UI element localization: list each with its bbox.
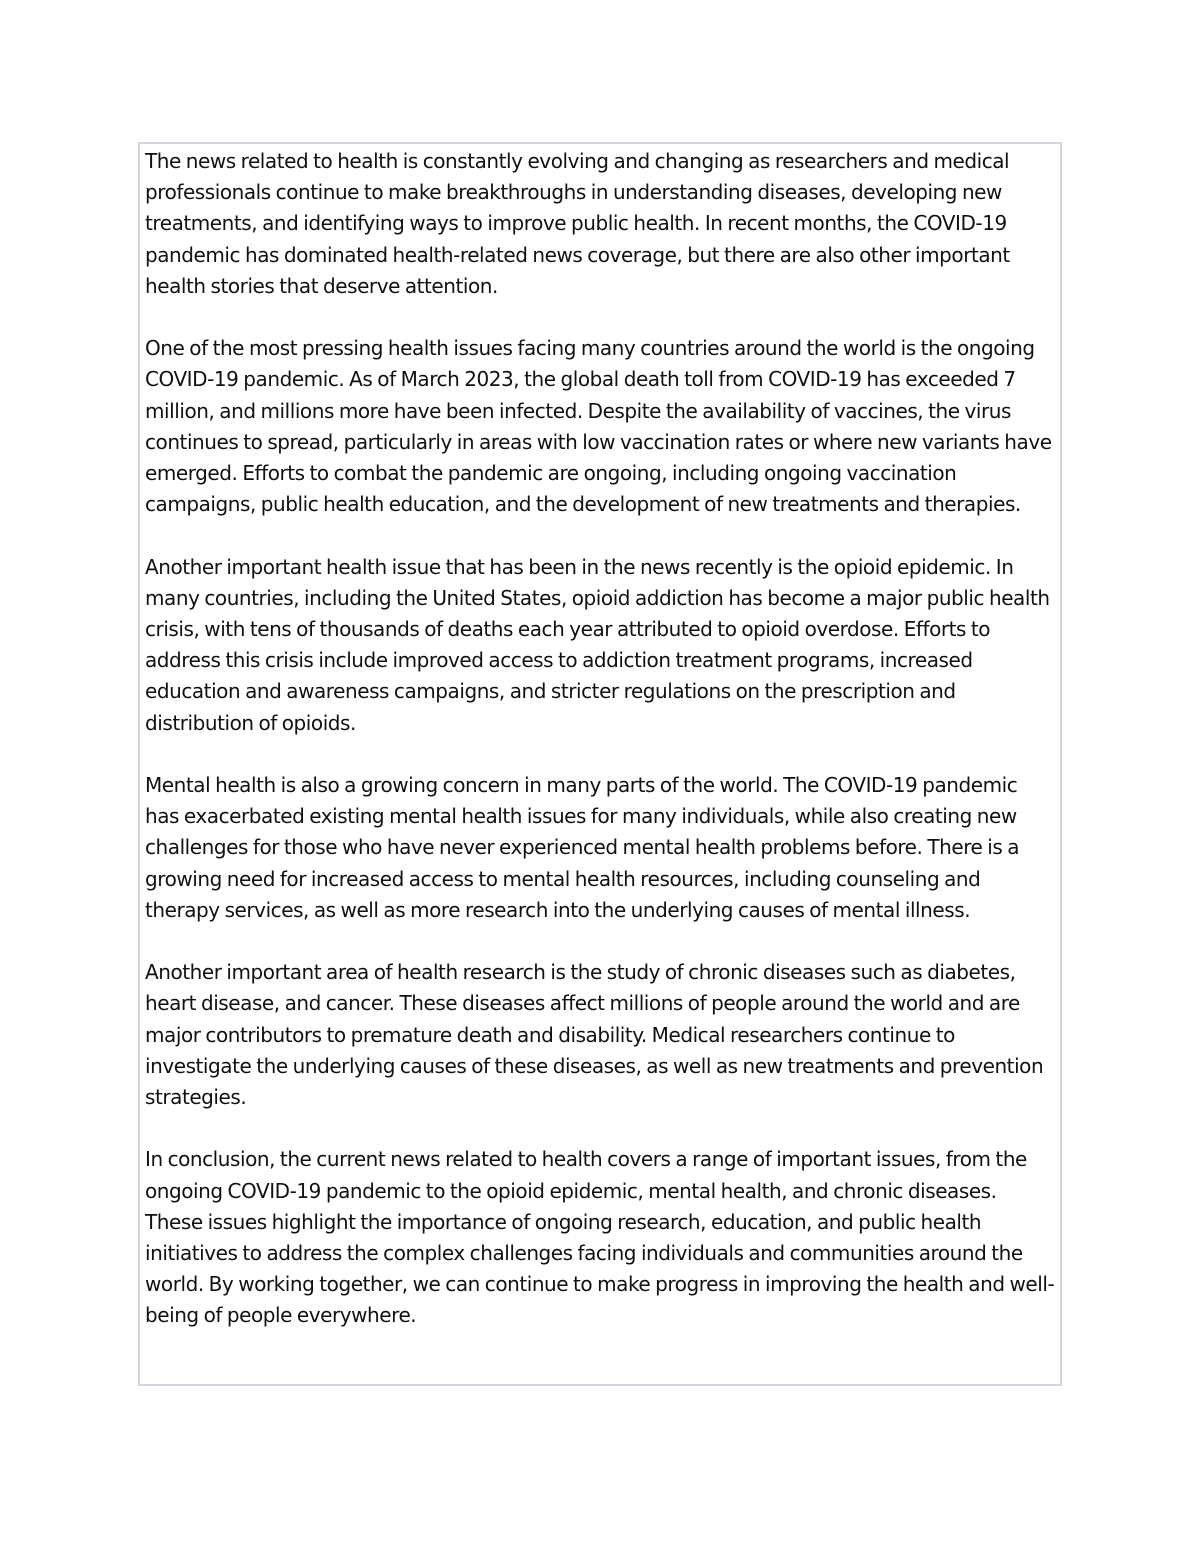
text-box [138, 142, 1062, 1386]
paragraph-intro: The news related to health is constantly evolving and changing as researchers and medical professionals continue to make breakthroughs in understanding diseases, developing new treatments, and identifying ways to improve public health. In recent months, the COVID-19 pandemic has dominated health-related news coverage, but there are also other important health stories that deserve attention. [145, 149, 1010, 298]
paragraph-chronic-diseases: Another important area of health research is the study of chronic diseases such as diabetes, heart disease, and cancer. These diseases affect millions of people around the world and are major contributors to premature death and disability. Medical researchers continue to investigate the underlying causes of these diseases, as well as new treatments and prevention strategies. [145, 960, 1044, 1110]
paragraph-conclusion: In conclusion, the current news related to health covers a range of important issues, from the ongoing COVID-19 pandemic to the opioid epidemic, mental health, and chronic diseases. These issues highlight the importance of ongoing research, education, and public health initiatives to address the complex challenges facing individuals and communities around the world. By working together, we can continue to make progress in improving the health and well-being of people everywhere. [145, 1147, 1055, 1328]
paragraph-covid: One of the most pressing health issues facing many countries around the world is the ongoing COVID-19 pandemic. As of March 2023, the global death toll from COVID-19 has exceeded 7 million, and millions more have been infected. Despite the availability of vaccines, the virus continues to spread, particularly in areas with low vaccination rates or where new variants have emerged. Efforts to combat the pandemic are ongoing, including ongoing vaccination campaigns, public health education, and the development of new treatments and therapies. [145, 336, 1052, 517]
paragraph-opioid: Another important health issue that has been in the news recently is the opioid epidemic. In many countries, including the United States, opioid addiction has become a major public health crisis, with tens of thousands of deaths each year attributed to opioid overdose. Efforts to address this crisis include improved access to addiction treatment programs, increased education and awareness campaigns, and stricter regulations on the prescription and distribution of opioids. [145, 554, 1050, 735]
paragraph-mental-health: Mental health is also a growing concern in many parts of the world. The COVID-19 pandemic has exacerbated existing mental health issues for many individuals, while also creating new challenges for those who have never experienced mental health problems before. There is a growing need for increased access to mental health resources, including counseling and therapy services, as well as more research into the underlying causes of mental illness. [145, 773, 1020, 922]
